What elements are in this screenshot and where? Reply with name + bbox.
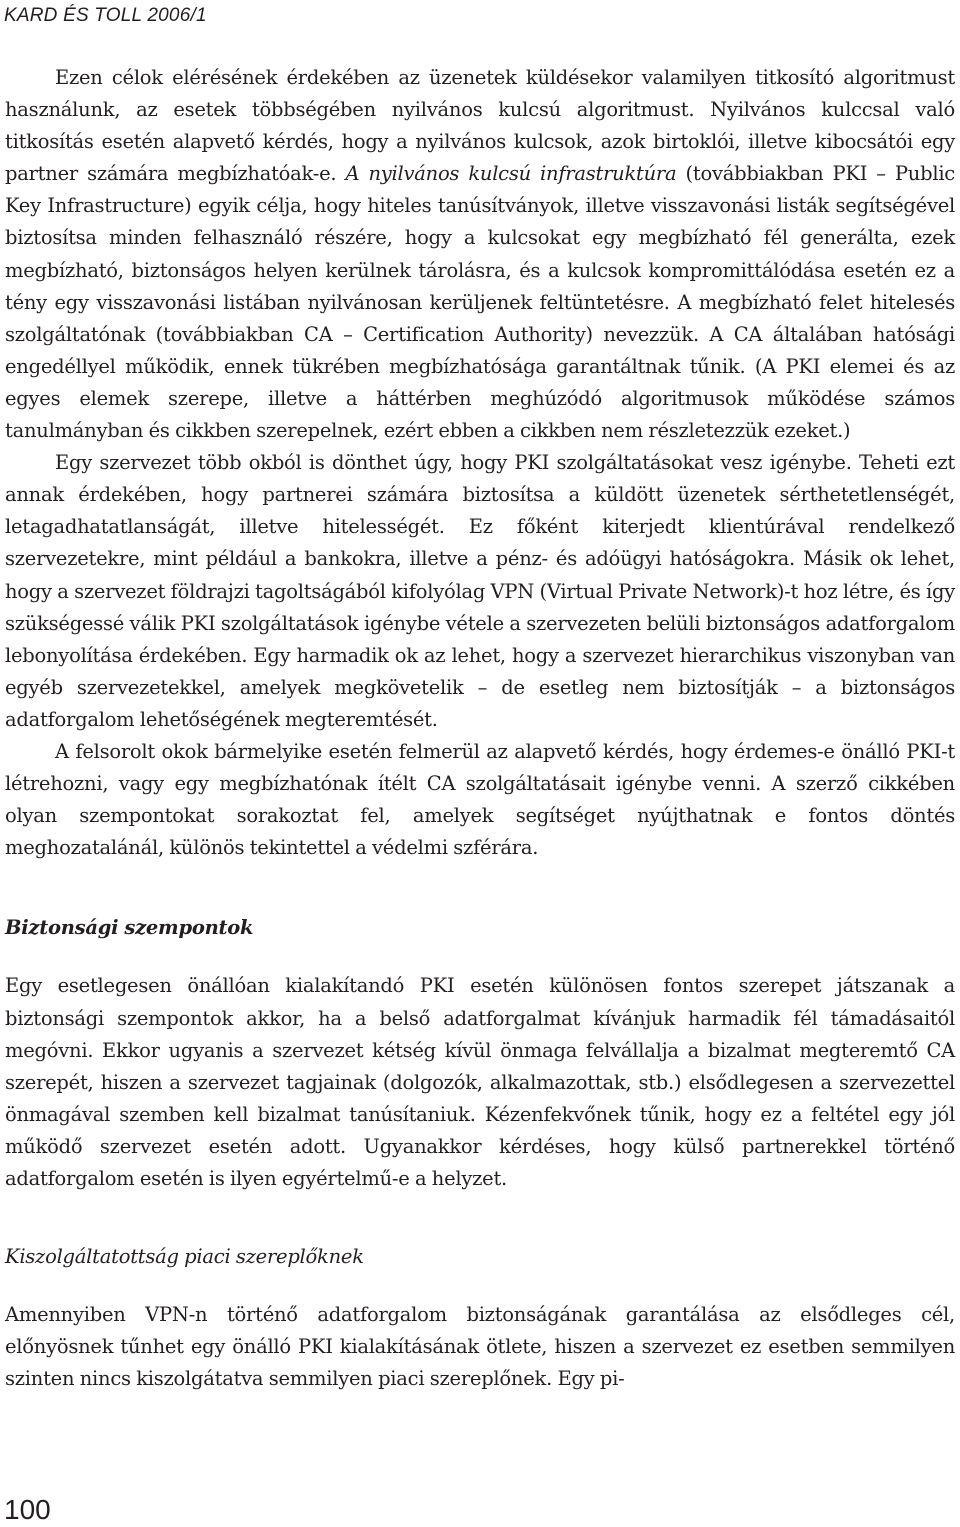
paragraph-5: Amennyiben VPN-n történő adatforgalom biztonságának garantálása az elsődleges cél, előnyösnek tűnhet egy önálló PKI kialakításának ötlete, hiszen a szervezet ez esetben semmilyen szinten nincs kiszolgátatva semmilyen piaci szereplőnek. Egy pi- <box>5 1303 955 1391</box>
page-number: 100 <box>4 1494 51 1525</box>
paragraph-1-italic-term: A nyilvános kulcsú infrastruktúra <box>345 162 677 186</box>
paragraph-1-part-b: (továbbiakban PKI – Public Key Infrastructure) egyik célja, hogy hiteles tanúsítványok, illetve visszavonási listák segítségével biztosítsa minden felhasználó részére, hogy a kulcsokat egy megbízható fél generálta, ezek megbízható, biztonságos helyen kerülnek tárolásra, és a kulcsok kompromittálódása esetén ez a tény egy visszavonási listában nyilvánosan kerüljenek feltüntetésre. A megbízható felet hitelesés szolgáltatónak (továbbiakban CA – Certification Authority) nevezzük. A CA általában hatósági engedéllyel működik, ennek tükrében megbízhatósága garantáltnak tűnik. (A PKI elemei és az egyes elemek szerepe, illetve a háttérben meghúzódó algoritmusok működése számos tanulmányban és cikkben szerepelnek, ezért ebben a cikkben nem részletezzük ezeket.) <box>5 162 955 443</box>
paragraph-4: Egy esetlegesen önállóan kialakítandó PKI esetén különösen fontos szerepet játszanak a biztonsági szempontok akkor, ha a belső adatforgalmat kívánjuk harmadik fél támadásaitól megóvni. Ekkor ugyanis a szervezet kétség kívül önmaga felvállalja a bizalmat megteremtő CA szerepét, hiszen a szervezet tagjainak (dolgozók, alkalmazottak, stb.) elsődlegesen a szervezettel önmagával szemben kell bizalmat tanúsítaniuk. Kézenfekvőnek tűnik, hogy ez a feltétel egy jól működő szervezet esetén adott. Ugyanakkor kérdéses, hogy külső partnerekkel történő adatforgalom esetén is ilyen egyértelmű-e a helyzet. <box>5 974 955 1190</box>
paragraph-2: Egy szervezet több okból is dönthet úgy, hogy PKI szolgáltatásokat vesz igénybe. Teheti ezt annak érdekében, hogy partnerei számára biztosítsa a küldött üzenetek sérthetetlenségét, letagadhatatlanságát, illetve hitelességét. Ez főként kiterjedt klientúrával rendelkező szervezetekre, mint például a bankokra, illetve a pénz- és adóügyi hatóságokra. Másik ok lehet, hogy a szervezet földrajzi tagoltságából kifolyólag VPN (Virtual Private Network)-t hoz létre, és így szükségessé válik PKI szolgáltatások igénybe vétele a szervezeten belüli biztonságos adatforgalom lebonyolítása érdekében. Egy harmadik ok az lehet, hogy a szervezet hierarchikus viszonyban van egyéb szervezetekkel, amelyek megkövetelik – de esetleg nem biztosítják – a biztonságos adatforgalom lehetőségének megteremtését. <box>5 451 955 731</box>
section-heading-security: Biztonsági szempontok <box>5 916 254 940</box>
paragraph-1-part-a: Ezen célok elérésének érdekében az üzenetek küldésekor valamilyen titkosító algoritmust használunk, az esetek többségében nyilvános kulcsú algoritmust. Nyilvános kulccsal való titkosítás esetén alapvető kérdés, hogy a nyilvános kulcsok, azok birtoklói, illetve kibocsátói egy partner számára megbízhatóak-e. <box>5 66 955 186</box>
section-heading-market: Kiszolgáltatottság piaci szereplőknek <box>5 1245 364 1269</box>
paragraph-3: A felsorolt okok bármelyike esetén felmerül az alapvető kérdés, hogy érdemes-e önálló PKI-t létrehozni, vagy egy megbízhatónak ítélt CA szolgáltatásait igénybe venni. A szerző cikkében olyan szempontokat sorakoztat fel, amelyek segítséget nyújthatnak e fontos döntés meghozatalánál, különös tekintettel a védelmi szférára. <box>5 739 955 860</box>
article-body <box>5 62 955 1395</box>
paragraph-1 <box>5 62 955 447</box>
running-header: KARD ÉS TOLL 2006/1 <box>4 5 207 26</box>
